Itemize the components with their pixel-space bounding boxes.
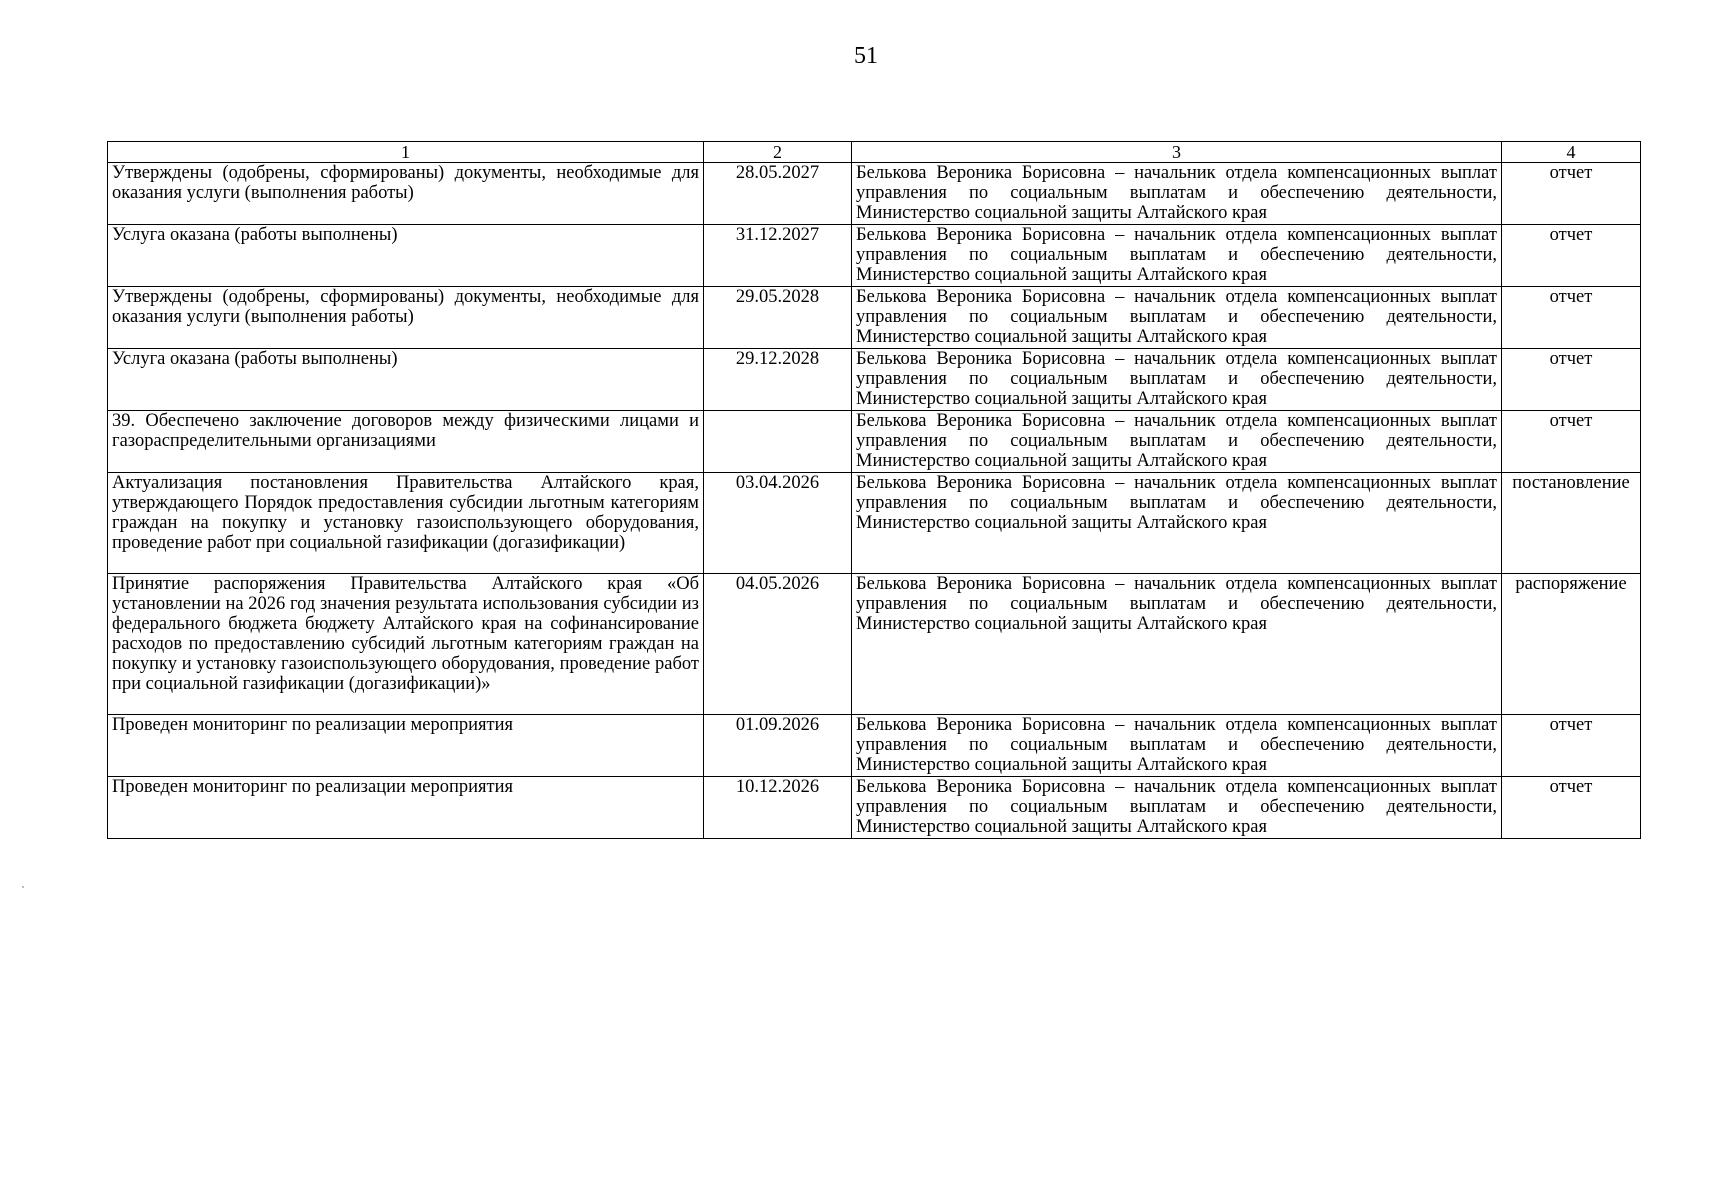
- table-row: [108, 225, 1641, 287]
- document-cell: отчет: [1502, 225, 1641, 287]
- event-cell: Утверждены (одобрены, сформированы) документы, необходимые для оказания услуги (выполнения работы): [108, 287, 704, 349]
- event-cell: Проведен мониторинг по реализации мероприятия: [108, 777, 704, 839]
- responsible-cell: Белькова Вероника Борисовна – начальник отдела компенсационных выплат управления по социальным выплатам и обеспечению деятельности, Министерство социальной защиты Алтайского края: [852, 349, 1502, 411]
- event-cell: 39. Обеспечено заключение договоров между физическими лицами и газораспределительными организациями: [108, 411, 704, 473]
- table-row: [108, 411, 1641, 473]
- responsible-cell: Белькова Вероника Борисовна – начальник отдела компенсационных выплат управления по социальным выплатам и обеспечению деятельности, Министерство социальной защиты Алтайского края: [852, 411, 1502, 473]
- date-cell: 10.12.2026: [704, 777, 852, 839]
- column-number-4: 4: [1502, 142, 1641, 163]
- responsible-cell: Белькова Вероника Борисовна – начальник отдела компенсационных выплат управления по социальным выплатам и обеспечению деятельности, Министерство социальной защиты Алтайского края: [852, 574, 1502, 715]
- date-cell: 29.05.2028: [704, 287, 852, 349]
- column-number-row: [108, 142, 1641, 163]
- responsible-cell: Белькова Вероника Борисовна – начальник отдела компенсационных выплат управления по социальным выплатам и обеспечению деятельности, Министерство социальной защиты Алтайского края: [852, 163, 1502, 225]
- document-cell: отчет: [1502, 349, 1641, 411]
- event-cell: Утверждены (одобрены, сформированы) документы, необходимые для оказания услуги (выполнения работы): [108, 163, 704, 225]
- scan-artifact: [22, 886, 24, 888]
- responsible-cell: Белькова Вероника Борисовна – начальник отдела компенсационных выплат управления по социальным выплатам и обеспечению деятельности, Министерство социальной защиты Алтайского края: [852, 715, 1502, 777]
- event-cell: Проведен мониторинг по реализации мероприятия: [108, 715, 704, 777]
- table-row: [108, 473, 1641, 574]
- date-cell: 29.12.2028: [704, 349, 852, 411]
- table-row: [108, 777, 1641, 839]
- document-cell: отчет: [1502, 163, 1641, 225]
- column-number-2: 2: [704, 142, 852, 163]
- column-number-1: 1: [108, 142, 704, 163]
- date-cell: 03.04.2026: [704, 473, 852, 574]
- table-row: [108, 287, 1641, 349]
- table-row: [108, 574, 1641, 715]
- event-cell: Услуга оказана (работы выполнены): [108, 349, 704, 411]
- document-cell: распоряжение: [1502, 574, 1641, 715]
- date-cell: 01.09.2026: [704, 715, 852, 777]
- date-cell: 04.05.2026: [704, 574, 852, 715]
- table-row: [108, 163, 1641, 225]
- responsible-cell: Белькова Вероника Борисовна – начальник отдела компенсационных выплат управления по социальным выплатам и обеспечению деятельности, Министерство социальной защиты Алтайского края: [852, 473, 1502, 574]
- date-cell: 28.05.2027: [704, 163, 852, 225]
- plan-table: [107, 141, 1641, 839]
- page-number: 51: [854, 43, 878, 69]
- table-row: [108, 349, 1641, 411]
- event-cell: Услуга оказана (работы выполнены): [108, 225, 704, 287]
- document-cell: отчет: [1502, 777, 1641, 839]
- document-cell: отчет: [1502, 715, 1641, 777]
- document-cell: отчет: [1502, 287, 1641, 349]
- responsible-cell: Белькова Вероника Борисовна – начальник отдела компенсационных выплат управления по социальным выплатам и обеспечению деятельности, Министерство социальной защиты Алтайского края: [852, 287, 1502, 349]
- event-cell: Актуализация постановления Правительства Алтайского края, утверждающего Порядок предоставления субсидии льготным категориям граждан на покупку и установку газоиспользующего оборудования, проведение работ при социальной газификации (догазификации): [108, 473, 704, 574]
- event-cell: Принятие распоряжения Правительства Алтайского края «Об установлении на 2026 год значения результата использования субсидии из федерального бюджета бюджету Алтайского края на софинансирование расходов по предоставлению субсидий льготным категориям граждан на покупку и установку газоиспользующего оборудования, проведение работ при социальной газификации (догазификации)»: [108, 574, 704, 715]
- responsible-cell: Белькова Вероника Борисовна – начальник отдела компенсационных выплат управления по социальным выплатам и обеспечению деятельности, Министерство социальной защиты Алтайского края: [852, 225, 1502, 287]
- date-cell: 31.12.2027: [704, 225, 852, 287]
- date-cell: [704, 411, 852, 473]
- document-cell: отчет: [1502, 411, 1641, 473]
- document-cell: постановление: [1502, 473, 1641, 574]
- column-number-3: 3: [852, 142, 1502, 163]
- responsible-cell: Белькова Вероника Борисовна – начальник отдела компенсационных выплат управления по социальным выплатам и обеспечению деятельности, Министерство социальной защиты Алтайского края: [852, 777, 1502, 839]
- table-row: [108, 715, 1641, 777]
